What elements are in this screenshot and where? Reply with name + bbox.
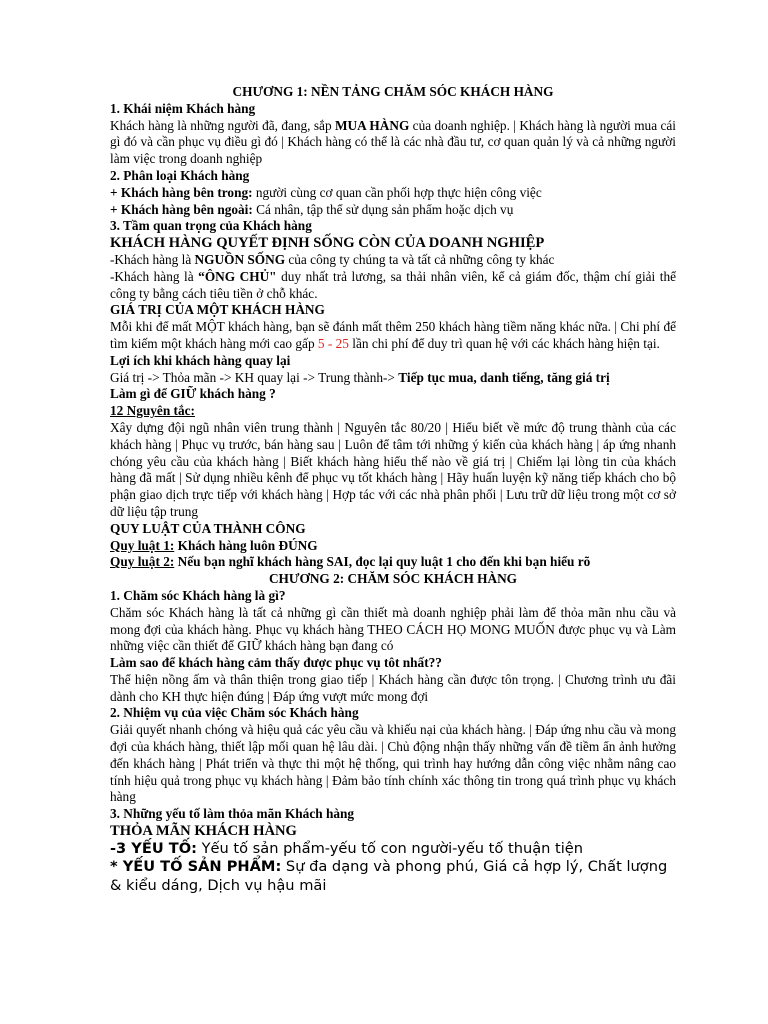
text-run: lần chi phí để duy trì quan hệ với các khách hàng hiện tại. [348, 335, 660, 351]
bold-run: + Khách hàng bên trong: [110, 184, 253, 200]
principles-heading: 12 Nguyên tắc: [110, 403, 195, 419]
customer-value-text [110, 319, 676, 353]
document-page [110, 84, 676, 895]
text-run: Khách hàng là những người đã, đang, sắp [110, 117, 335, 133]
bold-run: * YẾU TỐ SẢN PHẨM: [110, 858, 282, 876]
three-factors-line [110, 840, 676, 859]
lifeline-line [110, 252, 676, 269]
bold-run: -3 YẾU TỐ: [110, 839, 197, 857]
rule-2 [110, 554, 676, 571]
bold-run: “ÔNG CHỦ" [198, 268, 277, 284]
bold-run: NGUỒN SỐNG [194, 251, 286, 267]
chapter-1-title: CHƯƠNG 1: NỀN TẢNG CHĂM SÓC KHÁCH HÀNG [232, 84, 554, 99]
benefit-heading: Lợi ích khi khách hàng quay lại [110, 352, 291, 368]
text-run: của công ty chúng ta và tất cả những công ty khác [285, 251, 555, 267]
satisfaction-banner: THỎA MÃN KHÁCH HÀNG [110, 823, 297, 840]
text-run: người cùng cơ quan cần phối hợp thực hiện công việc [252, 184, 542, 200]
care-2-heading: 2. Nhiệm vụ của việc Chăm sóc Khách hàng [110, 705, 359, 721]
bold-run: + Khách hàng bên ngoài: [110, 201, 253, 217]
care-1-answer: Thể hiện nồng ấm và thân thiện trong giao tiếp | Khách hàng cần được tôn trọng. | Chương trình ưu đãi dành cho KH thực hiện đúng | Đáp ứng vượt mức mong đợi [110, 671, 676, 704]
text-run: -Khách hàng là [110, 251, 195, 267]
principles-text: Xây dựng đội ngũ nhân viên trung thành | Nguyên tắc 80/20 | Hiểu biết về mức độ trung thành của các khách hàng | Phục vụ trước, bán hàng sau | Luôn để tâm tới những ý kiến của khách hàng | áp ứng nhanh chóng yêu cầu của khách hàng | Biết khách hàng hiểu thế nào về giá trị | Chiếm lại lòng tin của khách hàng đã mất | Sử dụng nhiều kênh để phục vụ tốt khách hàng | Hãy huấn luyện kỹ năng tiếp khách cho bộ phận giao dịch trực tiếp với khách hàng | Hợp tác với các nhà phân phối | Lưu trữ dữ liệu trong một cơ sở dữ liệu tập trung [110, 419, 676, 519]
care-1-question: Làm sao để khách hàng cảm thấy được phục vụ tôt nhất?? [110, 655, 442, 671]
rule-label: Quy luật 1: [110, 537, 175, 553]
benefit-text [110, 370, 676, 387]
external-customer-line [110, 202, 676, 219]
section-2-heading: 2. Phân loại Khách hàng [110, 167, 250, 183]
rule-text: Khách hàng luôn ĐÚNG [174, 537, 318, 553]
customer-value-heading: GIÁ TRỊ CỦA MỘT KHÁCH HÀNG [110, 302, 325, 318]
section-3-heading: 3. Tầm quan trọng của Khách hàng [110, 218, 312, 234]
care-3-heading: 3. Những yếu tố làm thỏa mãn Khách hàng [110, 806, 355, 822]
internal-customer-line [110, 185, 676, 202]
rule-label: Quy luật 2: [110, 554, 175, 570]
care-1-text: Chăm sóc Khách hàng là tất cả những gì cần thiết mà doanh nghiệp phải làm để thỏa mãn nhu cầu và mong đợi của khách hàng. Phục vụ khách hàng THEO CÁCH HỌ MONG MUỐN được phục vụ và Làm những việc cần thiết để GIỮ khách hàng bạn đang có [110, 604, 676, 654]
text-run: Yếu tố sản phẩm-yếu tố con người-yếu tố thuận tiện [196, 839, 584, 857]
section-1-heading: 1. Khái niệm Khách hàng [110, 100, 256, 116]
text-run: Giá trị -> Thỏa mãn -> KH quay lại -> Trung thành-> [110, 369, 399, 385]
highlight-ratio: 5 - 25 [317, 335, 349, 351]
rule-1 [110, 538, 676, 555]
text-run: Mỗi khi để mất MỘT khách hàng, bạn sẽ đánh mất thêm 250 khách hàng tiềm năng khác nữa. | Chi phí để tìm kiếm một khách hàng mới cao gấp [110, 319, 676, 351]
text-run: của doanh nghiệp. | Khách hàng là người mua cái gì đó và cần phục vụ điều gì đó | Khách hàng có thể là các nhà đầu tư, cơ quan quản lý và cả những người làm việc trong doanh nghiệp [110, 117, 676, 167]
product-factor-line [110, 858, 676, 895]
text-run: duy nhất trả lương, sa thải nhân viên, kể cả giám đốc, thậm chí giải thể công ty bằng cách tiêu tiền ở chỗ khác. [110, 268, 677, 301]
chapter-2-title: CHƯƠNG 2: CHĂM SÓC KHÁCH HÀNG [268, 571, 518, 587]
bold-run: MUA HÀNG [335, 117, 410, 133]
keep-customer-heading: Làm gì để GIỮ khách hàng ? [110, 386, 276, 402]
boss-line [110, 269, 676, 303]
text-run: -Khách hàng là [110, 268, 199, 284]
care-2-text: Giải quyết nhanh chóng và hiệu quả các yêu cầu và khiếu nại của khách hàng. | Đáp ứng nhu cầu và mong đợi của khách hàng, thiết lập mối quan hệ lâu dài. | Chủ động nhận thấy những vấn đề tiềm ẩn ảnh hưởng đến khách hàng | Phát triển và thực thi một hệ thống, qui trình hay hướng dẫn công việc nhằm nâng cao tính hiệu quả trong phục vụ khách hàng | Đảm bảo tính chính xác thông tin trong quá trình phục vụ khách hàng [110, 722, 676, 805]
rule-text: Nếu bạn nghĩ khách hàng SAI, đọc lại quy luật 1 cho đến khi bạn hiểu rõ [174, 554, 591, 570]
section-1-text [110, 118, 676, 168]
text-run: Cá nhân, tập thể sử dụng sản phẩm hoặc dịch vụ [252, 201, 514, 217]
section-3-banner: KHÁCH HÀNG QUYẾT ĐỊNH SỐNG CÒN CỦA DOANH NGHIỆP [110, 235, 545, 252]
bold-run: Tiếp tục mua, danh tiếng, tăng giá trị [398, 369, 610, 385]
success-rules-heading: QUY LUẬT CỦA THÀNH CÔNG [110, 520, 306, 536]
care-1-heading: 1. Chăm sóc Khách hàng là gì? [110, 587, 286, 603]
text-run: Sự đa dạng và phong phú, Giá cả hợp lý, Chất lượng & kiểu dáng, Dịch vụ hậu mãi [110, 858, 668, 894]
